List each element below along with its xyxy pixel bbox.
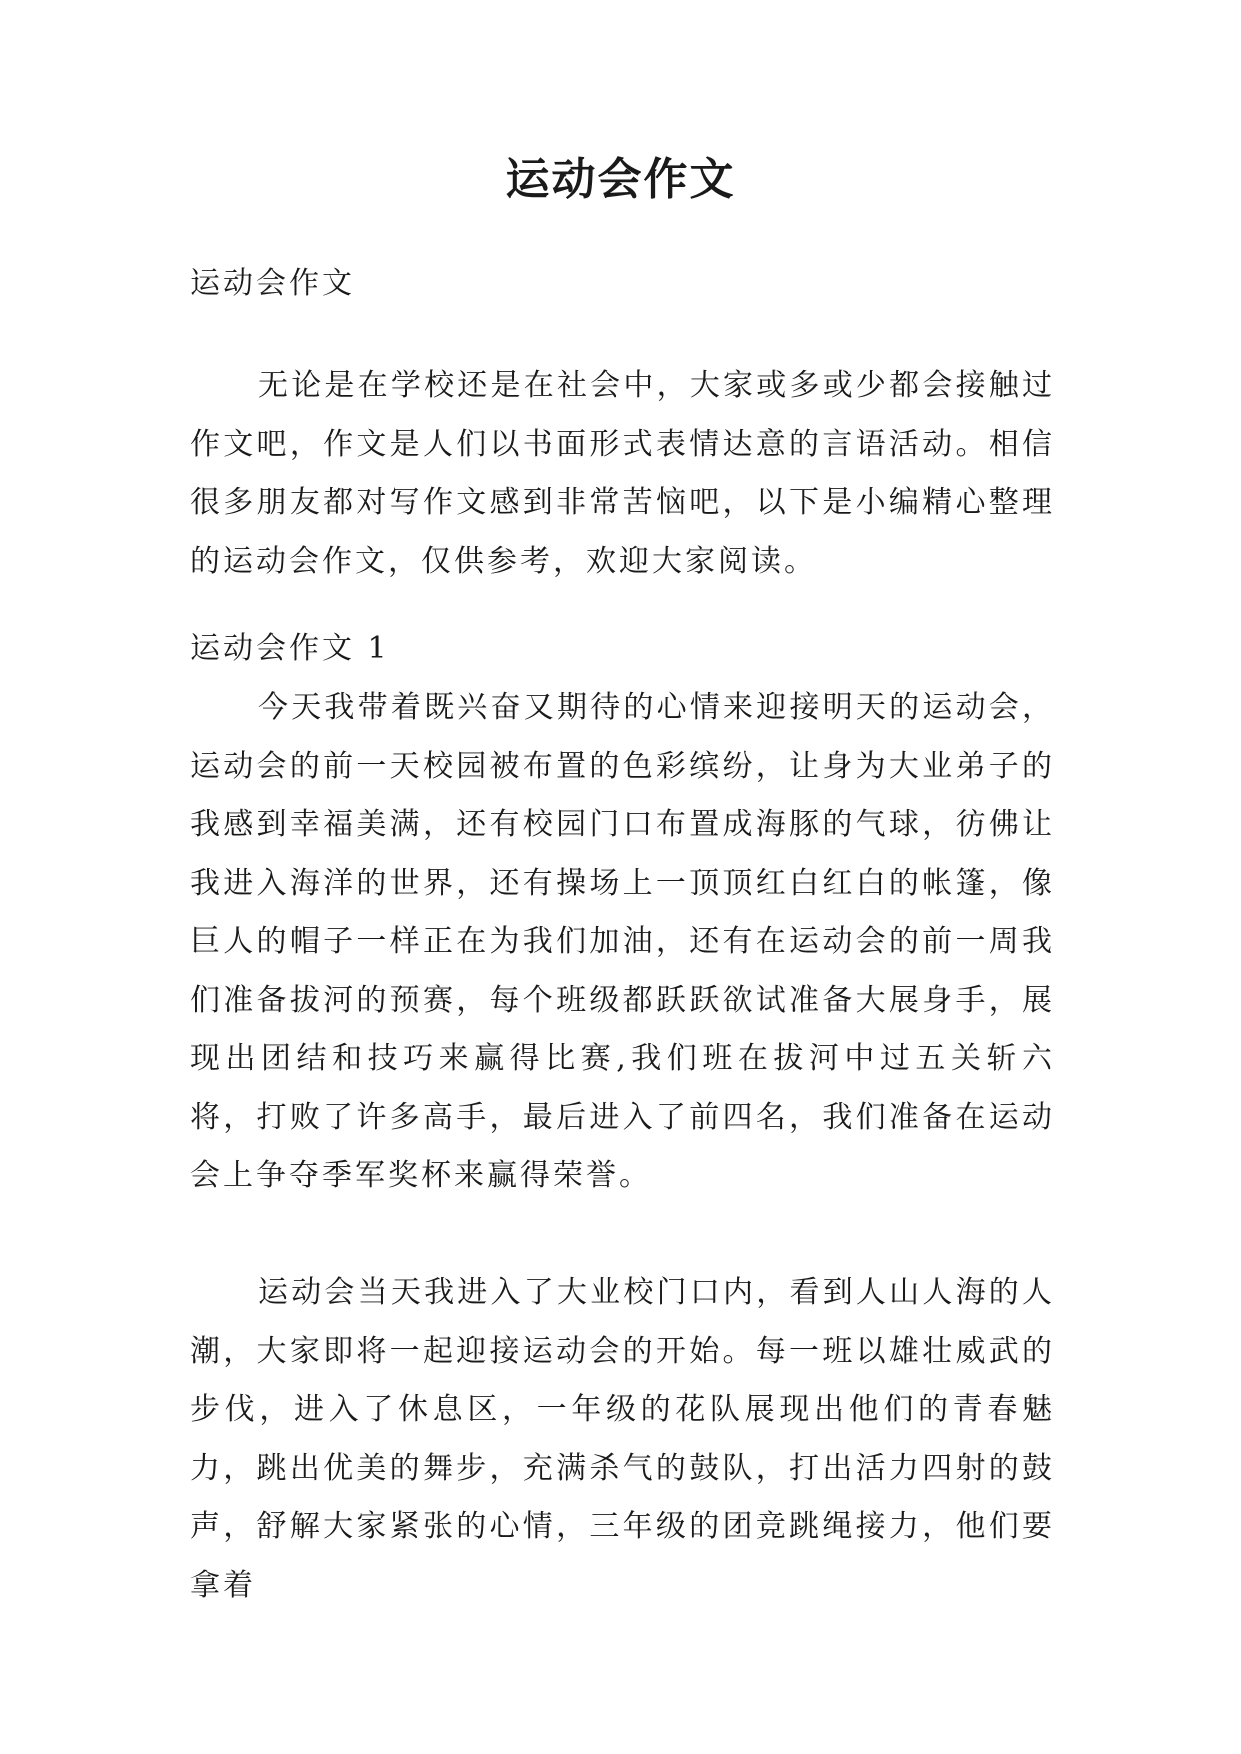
section-1-paragraph-2: 运动会当天我进入了大业校门口内，看到人山人海的人潮，大家即将一起迎接运动会的开始。每一班以雄壮威武的步伐，进入了休息区，一年级的花队展现出他们的青春魅力，跳出优美的舞步，充满杀气的鼓队，打出活力四射的鼓声，舒解大家紧张的心情，三年级的团竞跳绳接力，他们要拿着 <box>190 1275 1055 1603</box>
document-heading: 运动会作文 <box>190 266 355 301</box>
section-1-title: 运动会作文 1 <box>190 631 390 666</box>
intro-paragraph: 无论是在学校还是在社会中，大家或多或少都会接触过作文吧，作文是人们以书面形式表情达意的言语活动。相信很多朋友都对写作文感到非常苦恼吧，以下是小编精心整理的运动会作文，仅供参考，欢迎大家阅读。 <box>190 368 1055 579</box>
section-1-paragraph-1: 今天我带着既兴奋又期待的心情来迎接明天的运动会，运动会的前一天校园被布置的色彩缤纷，让身为大业弟子的我感到幸福美满，还有校园门口布置成海豚的气球，彷佛让我进入海洋的世界，还有操场上一顶顶红白红白的帐篷，像巨人的帽子一样正在为我们加油，还有在运动会的前一周我们准备拔河的预赛，每个班级都跃跃欲试准备大展身手，展现出团结和技巧来赢得比赛,我们班在拔河中过五关斩六将，打败了许多高手，最后进入了前四名，我们准备在运动会上争夺季军奖杯来赢得荣誉。 <box>190 690 1055 1193</box>
document-title: 运动会作文 <box>505 154 736 205</box>
